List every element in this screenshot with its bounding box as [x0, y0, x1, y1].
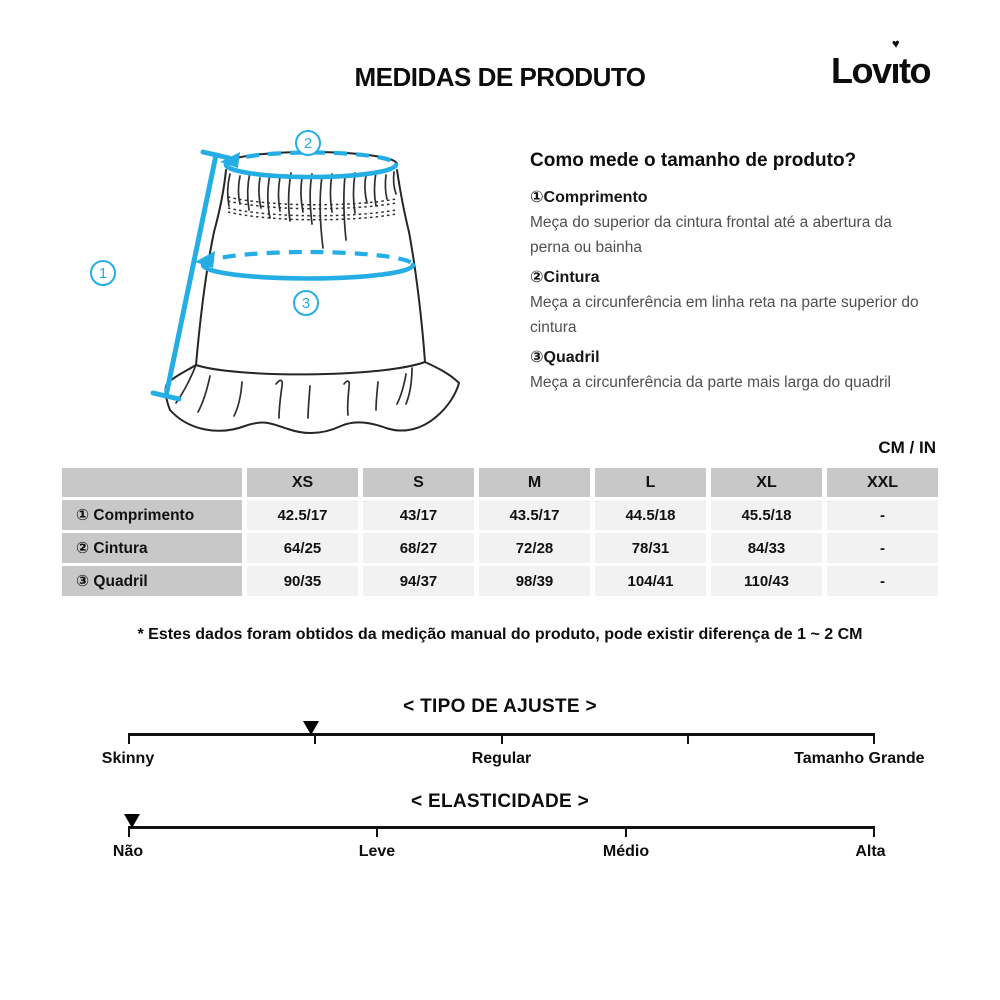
row-label-cintura: ② Cintura [62, 533, 242, 563]
svg-text:1: 1 [98, 265, 108, 282]
row-label-comprimento: ① Comprimento [62, 500, 242, 530]
how-to-measure-section [530, 150, 926, 395]
measure-item-label: ③Quadril [530, 349, 600, 366]
measure-item-desc: Meça do superior da cintura frontal até a abertura da perna ou bainha [530, 214, 892, 256]
row-label-quadril: ③ Quadril [62, 566, 242, 596]
measure-length-arrow [153, 152, 229, 399]
how-to-title: Como mede o tamanho de produto? [530, 150, 857, 171]
column-header-xs: XS [247, 468, 358, 497]
table-cell: 72/28 [479, 533, 590, 563]
elasticity-scale-labels [112, 843, 886, 863]
scale-tick [687, 733, 689, 744]
table-cell: 45.5/18 [711, 500, 822, 530]
measure-item-label: ①Comprimento [530, 189, 648, 206]
svg-text:2: 2 [303, 135, 313, 152]
column-header-xl: XL [711, 468, 822, 497]
callout-1 [91, 261, 115, 285]
measure-item-desc: Meça a circunferência em linha reta na parte superior do cintura [530, 294, 919, 336]
callout-2 [296, 131, 320, 155]
fit-scale [128, 733, 875, 747]
table-cell: 43/17 [363, 500, 474, 530]
svg-text:3: 3 [301, 295, 311, 312]
table-cell: 94/37 [363, 566, 474, 596]
size-table [62, 468, 938, 596]
scale-tick [501, 733, 503, 744]
table-cell: 110/43 [711, 566, 822, 596]
elasticity-label-leve: Leve [358, 843, 396, 860]
column-header-l: L [595, 468, 706, 497]
table-cell: - [827, 566, 938, 596]
scale-tick [128, 733, 130, 744]
column-header-s: S [363, 468, 474, 497]
elasticity-label-alta: Alta [855, 843, 886, 860]
table-cell: 84/33 [711, 533, 822, 563]
scale-tick [376, 826, 378, 837]
heart-icon: ♥ [891, 35, 899, 52]
table-corner-cell [62, 468, 242, 497]
table-cell: 104/41 [595, 566, 706, 596]
elasticity-scale [128, 826, 875, 840]
fit-label-tamanho-grande: Tamanho Grande [794, 750, 925, 767]
units-label: CM / IN [878, 438, 936, 457]
scale-tick [625, 826, 627, 837]
table-cell: 44.5/18 [595, 500, 706, 530]
column-header-m: M [479, 468, 590, 497]
table-cell: 90/35 [247, 566, 358, 596]
column-header-xxl: XXL [827, 468, 938, 497]
callout-3 [294, 291, 318, 315]
scale-tick [873, 826, 875, 837]
measurement-disclaimer: * Estes dados foram obtidos da medição manual do produto, pode existir diferença de 1 ~ 2 CM [137, 626, 863, 643]
elasticity-label-medio: Médio [602, 843, 650, 860]
scale-line [128, 826, 875, 829]
fit-scale-title: < TIPO DE AJUSTE > [403, 696, 597, 717]
fit-scale-labels [101, 750, 925, 770]
table-cell: 98/39 [479, 566, 590, 596]
measure-hip-ellipse [195, 251, 413, 279]
table-cell: 43.5/17 [479, 500, 590, 530]
table-cell: - [827, 500, 938, 530]
lovito-logo: Lov ♥ ıto [830, 35, 930, 91]
fit-label-skinny: Skinny [101, 750, 155, 767]
scale-tick [873, 733, 875, 744]
elasticity-marker-icon [124, 814, 140, 828]
table-cell: 78/31 [595, 533, 706, 563]
skirt-measurement-diagram [60, 120, 480, 465]
elasticity-scale-title: < ELASTICIDADE > [411, 791, 589, 812]
measure-item-desc: Meça a circunferência da parte mais larga do quadril [530, 374, 891, 391]
elasticity-label-nao: Não [112, 843, 144, 860]
measure-item-label: ②Cintura [530, 269, 600, 286]
fit-label-regular: Regular [471, 750, 532, 767]
table-cell: 68/27 [363, 533, 474, 563]
fit-marker-icon [303, 721, 319, 735]
page-title: MEDIDAS DE PRODUTO [354, 62, 646, 92]
table-cell: 42.5/17 [247, 500, 358, 530]
table-cell: 64/25 [247, 533, 358, 563]
table-cell: - [827, 533, 938, 563]
skirt-illustration [60, 120, 480, 465]
